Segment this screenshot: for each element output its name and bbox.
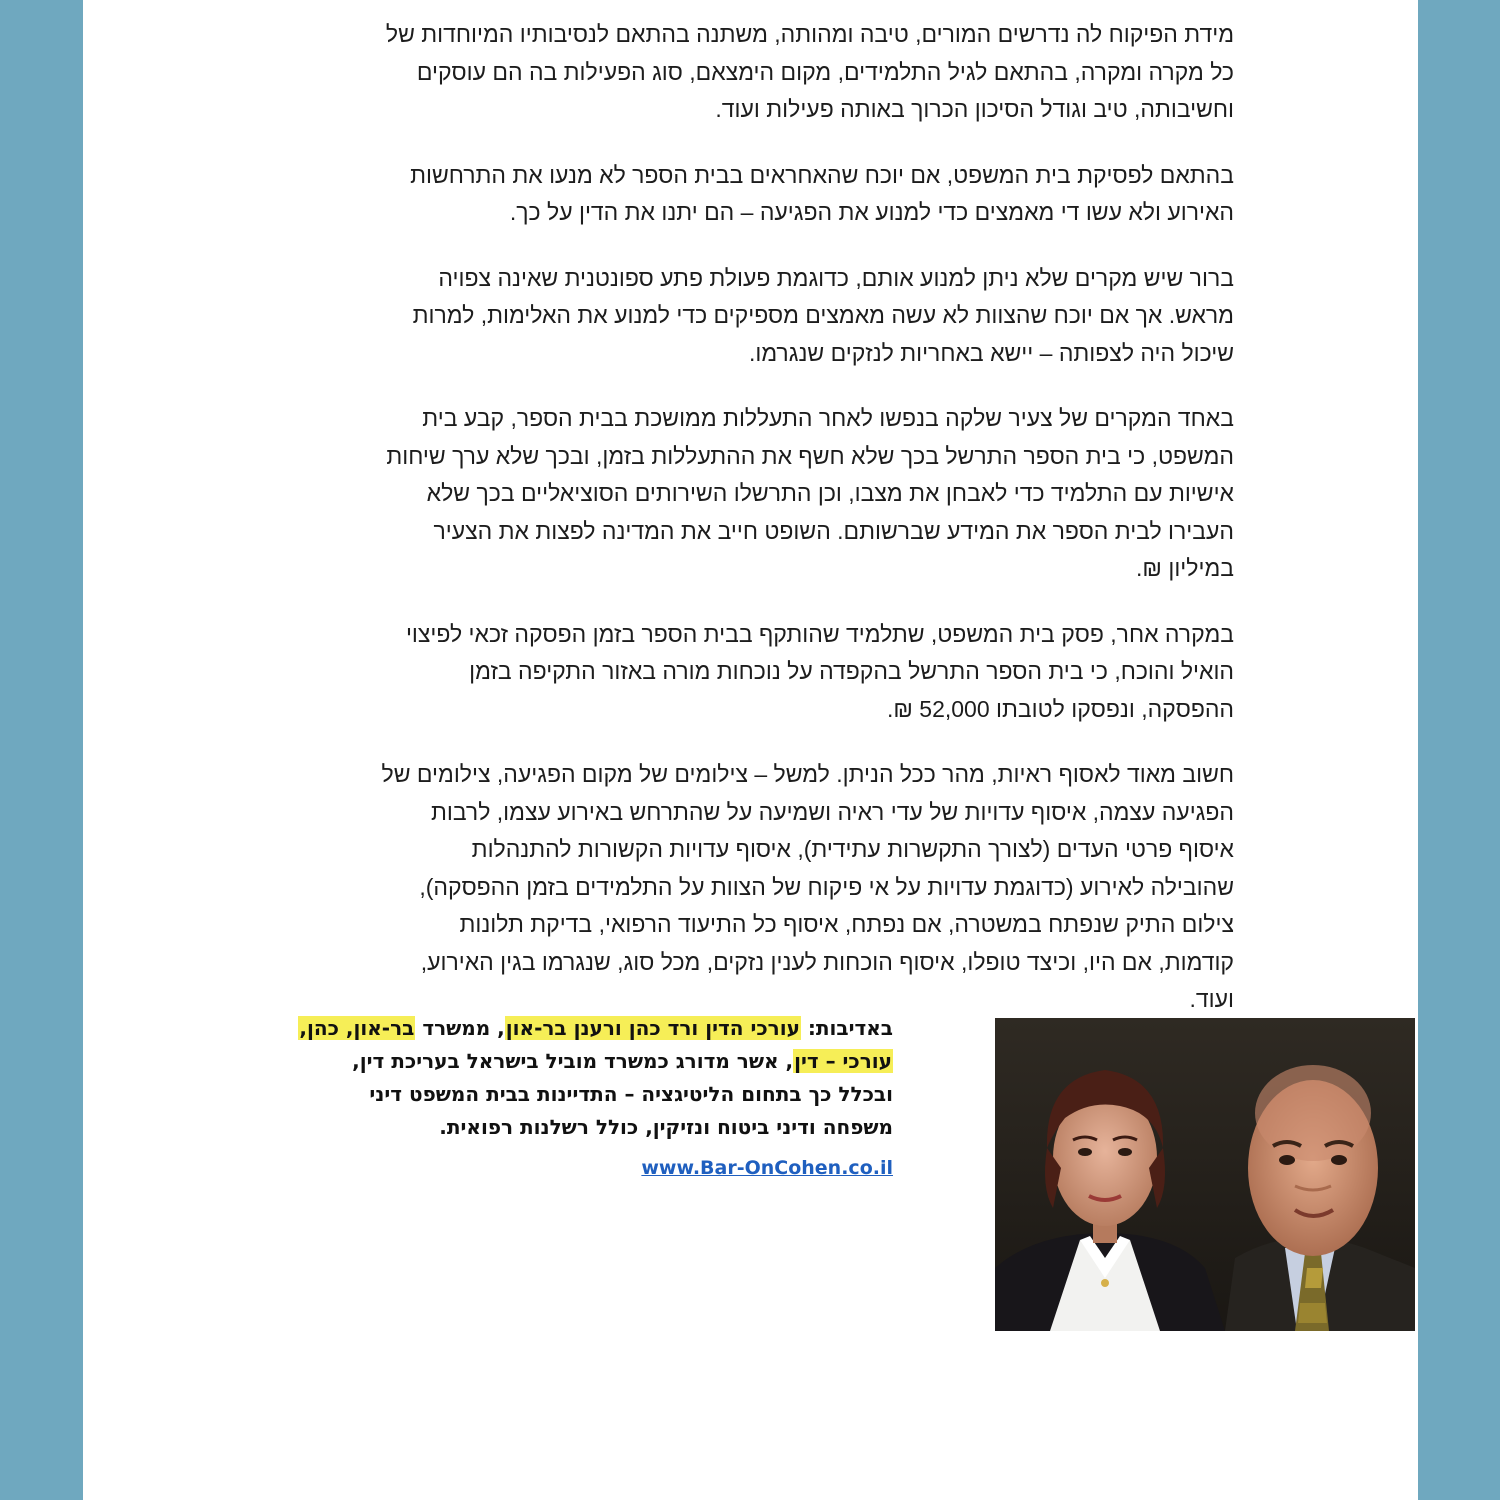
paragraph-case-recess-attack — [164, 616, 1234, 729]
text-line: שיכול היה לצפותה – יישא באחריות לנזקים שנגרמו. — [748, 339, 1234, 366]
paragraph-unpreventable-cases — [164, 260, 1234, 373]
credit-line: משפחה ודיני ביטוח ונזיקין, כולל רשלנות רפואית. — [439, 1115, 893, 1139]
document-page — [83, 0, 1418, 1500]
text-line: בהתאם לפסיקת בית המשפט, אם יוכח שהאחראים בבית הספר לא מנעו את התרחשות — [410, 161, 1234, 188]
text-line: מראש. אך אם יוכח שהצוות לא עשה מאמצים מספיקים כדי למנוע את האלימות, למרות — [412, 302, 1234, 328]
text-line: באחד המקרים של צעיר שלקה בנפשו לאחר התעללות ממושכת בבית הספר, קבע בית — [422, 405, 1234, 431]
credit-line: ובכלל כך בתחום הליטיגציה – התדיינות בבית המשפט דיני — [369, 1082, 893, 1106]
text-line: איסוף פרטי העדים (לצורך התקשרות עתידית), איסוף עדויות הקשורות להתנהלות — [471, 836, 1234, 862]
text-line: כל מקרה ומקרה, בהתאם לגיל התלמידים, מקום הימצאם, סוג הפעילות בה הם עוסקים — [416, 58, 1234, 85]
text-line: חשוב מאוד לאסוף ראיות, מהר ככל הניתן. למשל – צילומים של מקום הפגיעה, צילומים של — [381, 761, 1234, 787]
highlighted-lawyer-names: עורכי הדין ורד כהן ורענן בר-און — [505, 1016, 800, 1040]
article-body — [164, 16, 1234, 1047]
highlighted-firm-title: עורכי – דין — [794, 1049, 892, 1073]
text-line: במקרה אחר, פסק בית המשפט, שתלמיד שהותקף בבית הספר בזמן הפסקה זכאי לפיצוי — [405, 620, 1234, 647]
text-line: ברור שיש מקרים שלא ניתן למנוע אותם, כדוגמת פעולת פתע ספונטנית שאינה צפויה — [438, 264, 1234, 291]
credit-line — [133, 1012, 893, 1045]
author-credit — [133, 1012, 893, 1185]
text-line: מידת הפיקוח לה נדרשים המורים, טיבה ומהותה, משתנה בהתאם לנסיבותיו המיוחדות של — [385, 21, 1234, 47]
text-line: צילום התיק שנפתח במשטרה, אם נפתח, איסוף כל התיעוד הרפואי, בדיקת תלונות — [459, 911, 1234, 937]
text-line: הואיל והוכח, כי בית הספר התרשל בהקפדה על נוכחות מורה באזור התקיפה בזמן — [469, 658, 1234, 684]
text-line: האירוע ולא עשו די מאמצים כדי למנוע את הפגיעה – הם יתנו את הדין על כך. — [509, 199, 1234, 225]
text-line: וחשיבותה, טיב וגודל הסיכון הכרוך באותה פעילות ועוד. — [715, 96, 1234, 122]
credit-intro: באדיבות: — [807, 1016, 893, 1040]
text-line: הפגיעה עצמה, איסוף עדויות של עדי ראיה ושמיעה על שהתרחש באירוע עצמו, לרבות — [430, 798, 1234, 825]
text-line: במיליון ₪. — [1136, 555, 1234, 581]
paragraph-evidence — [164, 756, 1234, 1019]
credit-text: , אשר מדורג כמשרד מוביל בישראל בעריכת דין, — [352, 1049, 794, 1073]
credit-text: , ממשרד — [422, 1016, 505, 1040]
paragraph-court-ruling — [164, 157, 1234, 232]
text-line: קודמות, אם היו, וכיצד טופלו, איסוף הוכחות לענין נזקים, מכל סוג, שנגרמו בגין האירוע, — [420, 948, 1234, 975]
website-link[interactable]: www.Bar-OnCohen.co.il — [641, 1157, 893, 1179]
text-line: שהובילה לאירוע (כדוגמת עדויות על אי פיקוח של הצוות על התלמידים בזמן ההפסקה), — [419, 873, 1234, 900]
lawyers-photo — [995, 1018, 1415, 1331]
text-line: אישיות עם התלמיד כדי לאבחן את מצבו, וכן התרשלו השירותים הסוציאליים בכך שלא — [426, 480, 1234, 506]
paragraph-case-bullying — [164, 400, 1234, 588]
highlighted-firm-name: בר-און, כהן, — [299, 1016, 415, 1040]
text-line: ועוד. — [1189, 986, 1234, 1012]
text-line: המשפט, כי בית הספר התרשל בכך שלא חשף את ההתעללות בזמן, ובכך שלא ערך שיחות — [386, 442, 1234, 469]
paragraph-supervision — [164, 16, 1234, 129]
credit-line — [133, 1045, 893, 1078]
text-line: העבירו לבית הספר את המידע שברשותם. השופט חייב את המדינה לפצות את הצעיר — [433, 517, 1234, 544]
text-line: ההפסקה, ונפסקו לטובתו 52,000 ₪. — [886, 695, 1234, 722]
